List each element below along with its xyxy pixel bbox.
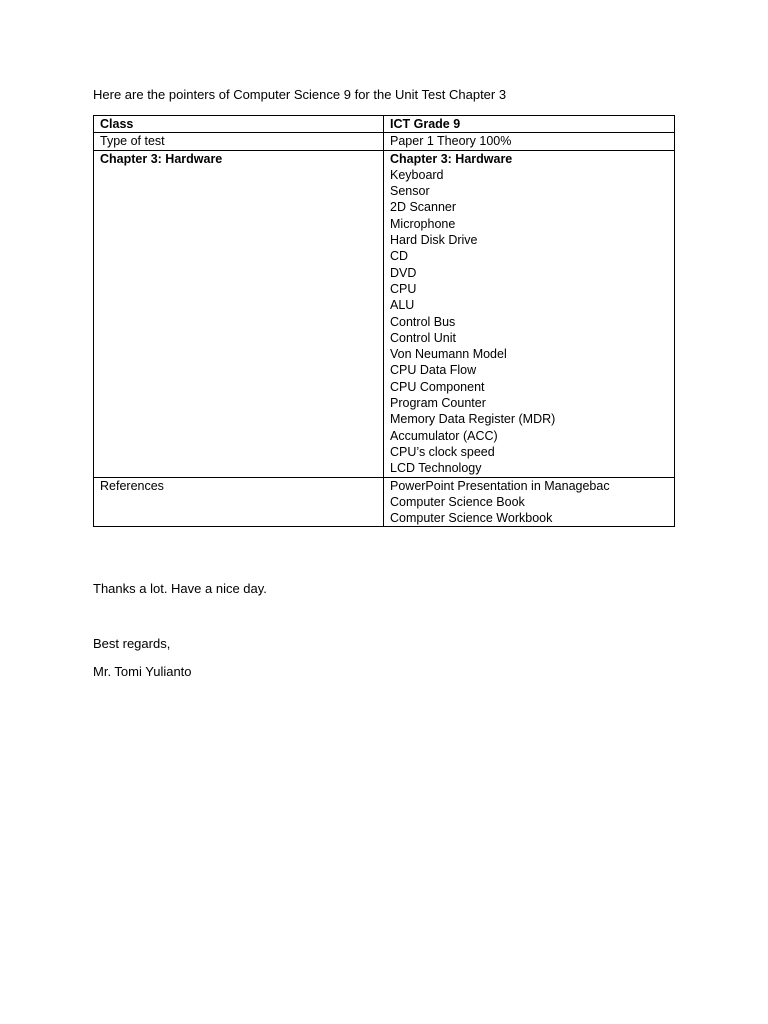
topic-item: CPU Data Flow xyxy=(390,363,477,378)
topic-item: Keyboard xyxy=(390,167,444,182)
table-row-references xyxy=(94,477,675,527)
topic-item: Control Unit xyxy=(390,330,456,345)
reference-item: Computer Science Workbook xyxy=(390,511,553,526)
topic-item: Microphone xyxy=(390,216,456,231)
intro-text: Here are the pointers of Computer Science 9 for the Unit Test Chapter 3 xyxy=(93,87,507,102)
topic-item: 2D Scanner xyxy=(390,200,457,215)
type-value-cell: Paper 1 Theory 100% xyxy=(384,133,675,150)
topic-item: Sensor xyxy=(390,184,430,199)
references-list-cell xyxy=(384,477,675,527)
topic-item: ALU xyxy=(390,298,415,313)
type-label-cell: Type of test xyxy=(94,133,384,150)
topic-item: Control Bus xyxy=(390,314,456,329)
topic-item: Program Counter xyxy=(390,396,486,411)
topic-item: CPU Component xyxy=(390,379,485,394)
topic-item: Von Neumann Model xyxy=(390,347,507,362)
reference-item: PowerPoint Presentation in Managebac xyxy=(390,478,610,493)
chapter-topics-cell xyxy=(384,150,675,477)
chapter-label-cell: Chapter 3: Hardware xyxy=(94,150,384,477)
closing-regards: Best regards, xyxy=(93,636,171,651)
class-value-cell: ICT Grade 9 xyxy=(384,116,675,133)
class-label-cell: Class xyxy=(94,116,384,133)
topic-item: DVD xyxy=(390,265,417,280)
table-row-type xyxy=(94,133,675,150)
signature-name: Mr. Tomi Yulianto xyxy=(93,664,192,679)
topic-item: CPU’s clock speed xyxy=(390,444,495,459)
topic-item: CD xyxy=(390,249,409,264)
topic-item: CPU xyxy=(390,281,417,296)
reference-item: Computer Science Book xyxy=(390,494,525,509)
topic-item: Memory Data Register (MDR) xyxy=(390,412,556,427)
references-label-cell: References xyxy=(94,477,384,527)
chapter-heading: Chapter 3: Hardware xyxy=(390,151,513,166)
topic-item: Hard Disk Drive xyxy=(390,233,478,248)
topic-item: LCD Technology xyxy=(390,461,482,476)
topic-item: Accumulator (ACC) xyxy=(390,428,498,443)
closing-thanks: Thanks a lot. Have a nice day. xyxy=(93,581,267,596)
table-row-chapter xyxy=(94,150,675,477)
test-pointers-table xyxy=(93,115,675,527)
table-row-class xyxy=(94,116,675,133)
